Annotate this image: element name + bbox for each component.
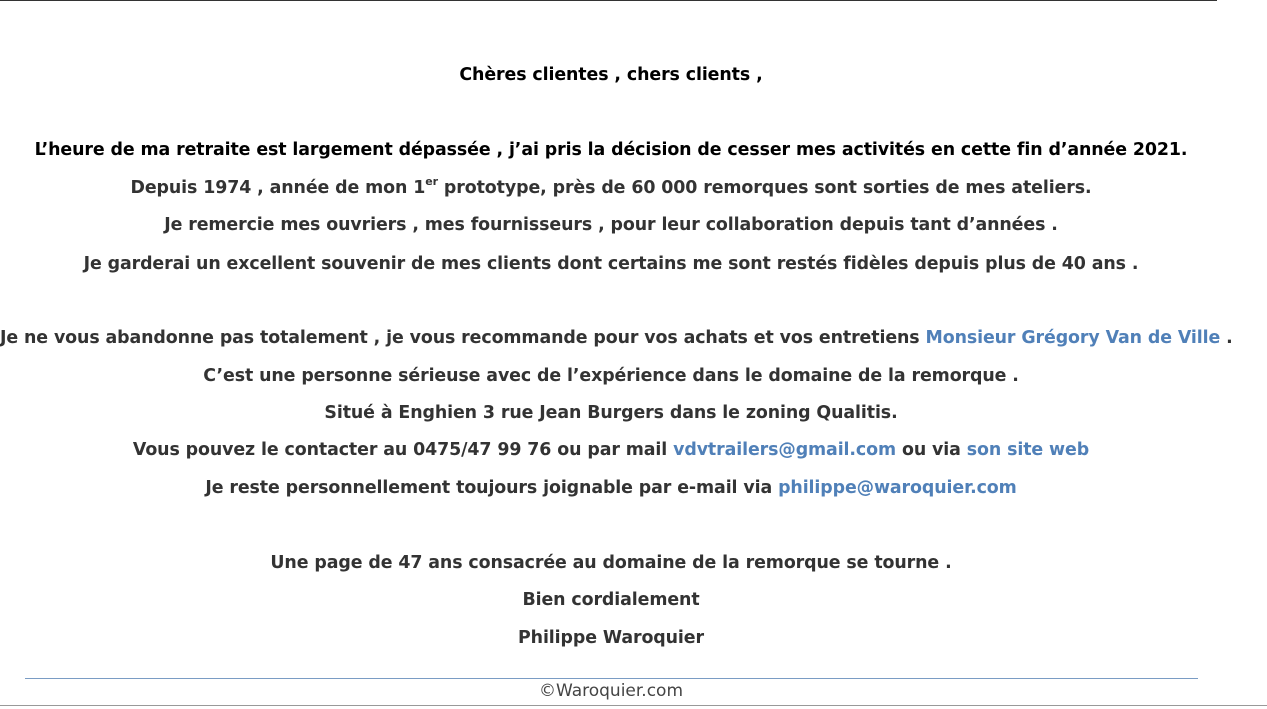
recommend-end: . <box>1220 328 1233 348</box>
reach-paragraph <box>0 477 1222 499</box>
reach-text: Je reste personnellement toujours joignable par e-mail via <box>205 478 779 498</box>
recommend-paragraph <box>0 327 1233 349</box>
ordinal-superscript: er <box>425 175 438 188</box>
since-text-end: prototype, près de 60 000 remorques sont sorties de mes ateliers. <box>437 178 1092 198</box>
serious-paragraph: C’est une personne sérieuse avec de l’expérience dans le domaine de la remorque . <box>203 366 1019 386</box>
since-text-start: Depuis 1974 , année de mon 1 <box>130 178 426 198</box>
retirement-paragraph: L’heure de ma retraite est largement dépassée , j’ai pris la décision de cesser mes activités en cette fin d’année 2021. <box>34 140 1188 160</box>
greeting: Chères clientes , chers clients , <box>459 65 763 85</box>
souvenir-paragraph: Je garderai un excellent souvenir de mes clients dont certains me sont restés fidèles depuis plus de 40 ans . <box>83 254 1139 274</box>
contact-text: Vous pouvez le contacter au 0475/47 99 76 ou par mail <box>132 440 674 460</box>
website-link[interactable]: son site web <box>966 440 1090 460</box>
footer-copyright: ©Waroquier.com <box>538 681 684 701</box>
contact-paragraph <box>0 439 1222 461</box>
bottom-border <box>0 705 1267 706</box>
vdvtrailers-email-link[interactable]: vdvtrailers@gmail.com <box>673 440 897 460</box>
since-1974-paragraph <box>0 177 1222 199</box>
regards: Bien cordialement <box>522 590 700 610</box>
contact-or-via: ou via <box>896 440 967 460</box>
philippe-email-link[interactable]: philippe@waroquier.com <box>778 478 1017 498</box>
recommend-text: Je ne vous abandonne pas totalement , je vous recommande pour vos achats et vos entretiens <box>0 328 926 348</box>
signature: Philippe Waroquier <box>518 628 704 648</box>
thanks-paragraph: Je remercie mes ouvriers , mes fournisseurs , pour leur collaboration depuis tant d’années . <box>164 215 1058 235</box>
gregory-van-de-ville-link[interactable]: Monsieur Grégory Van de Ville <box>925 328 1221 348</box>
footer-divider <box>25 678 1198 679</box>
location-paragraph: Situé à Enghien 3 rue Jean Burgers dans le zoning Qualitis. <box>324 403 898 423</box>
page-turns-paragraph: Une page de 47 ans consacrée au domaine de la remorque se tourne . <box>270 553 952 573</box>
top-border <box>0 0 1217 1</box>
